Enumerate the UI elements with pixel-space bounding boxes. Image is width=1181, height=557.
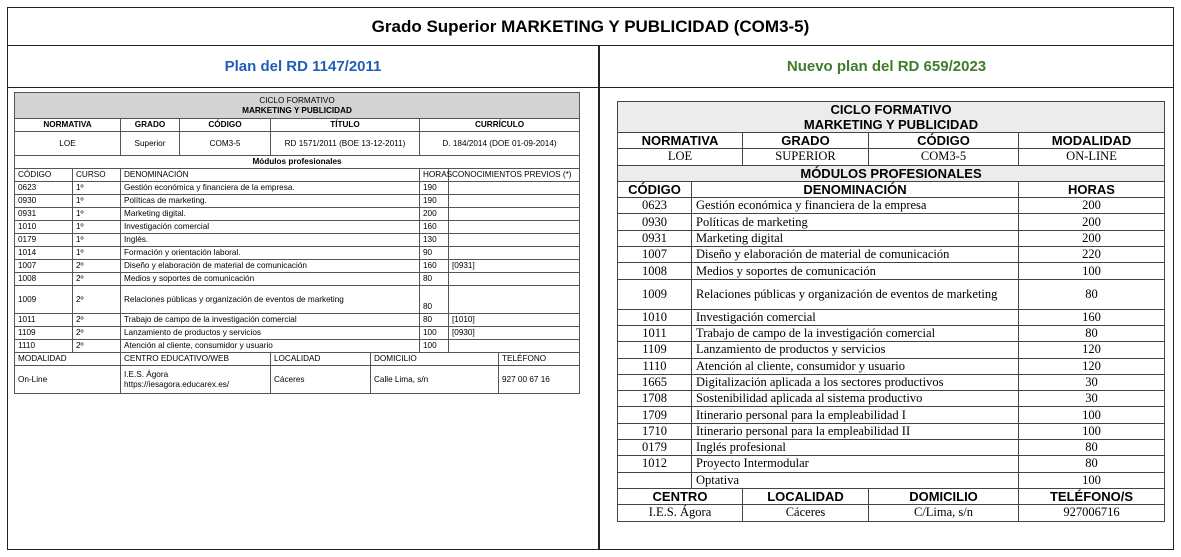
right-module-row [618,472,1165,488]
right-module-row [618,407,1165,423]
right-module-row [618,230,1165,246]
right-footer-localidad-header: LOCALIDAD [743,488,869,504]
right-module-codigo: 1710 [618,423,692,439]
left-module-previos [449,221,580,234]
right-module-codigo: 1110 [618,358,692,374]
right-module-denominacion: Itinerario personal para la empleabilidad II [692,423,1019,439]
right-module-codigo: 0931 [618,230,692,246]
right-module-denominacion: Optativa [692,472,1019,488]
right-module-horas: 160 [1019,309,1165,325]
right-module-row [618,342,1165,358]
left-module-curso: 2º [73,327,121,340]
left-module-previos: [0930] [449,327,580,340]
left-module-previos [449,247,580,260]
right-module-row [618,358,1165,374]
right-codigo-header: CÓDIGO [869,133,1019,149]
right-module-codigo: 1010 [618,309,692,325]
left-module-horas: 90 [420,247,449,260]
left-module-codigo: 0623 [15,182,73,195]
left-module-codigo: 0179 [15,234,73,247]
left-module-previos [449,273,580,286]
right-module-codigo: 0623 [618,198,692,214]
right-normativa-header: NORMATIVA [618,133,743,149]
left-modulos-label: Módulos profesionales [15,156,580,169]
left-module-codigo: 1014 [15,247,73,260]
right-footer-telefono-header: TELÉFONO/S [1019,488,1165,504]
left-module-previos [449,208,580,221]
right-module-row [618,263,1165,279]
right-module-denominacion: Digitalización aplicada a los sectores productivos [692,374,1019,390]
right-module-codigo [618,472,692,488]
left-module-codigo: 1008 [15,273,73,286]
right-plan-heading: Nuevo plan del RD 659/2023 [600,46,1173,88]
right-module-horas: 100 [1019,263,1165,279]
left-module-curso: 2º [73,340,121,353]
right-ciclo-name: MARKETING Y PUBLICIDAD [803,117,979,132]
right-footer-domicilio: C/Lima, s/n [869,505,1019,521]
right-module-row [618,374,1165,390]
right-module-horas: 200 [1019,198,1165,214]
left-module-codigo: 1007 [15,260,73,273]
left-module-denominacion: Marketing digital. [121,208,420,221]
left-module-denominacion: Gestión económica y financiera de la empresa. [121,182,420,195]
right-col-denominacion: DENOMINACIÓN [692,181,1019,197]
right-footer-localidad: Cáceres [743,505,869,521]
right-module-denominacion: Inglés profesional [692,440,1019,456]
right-ciclo-label: CICLO FORMATIVO [830,102,952,117]
left-module-curso: 2º [73,314,121,327]
left-footer-domicilio-header: DOMICILIO [371,353,499,366]
right-module-codigo: 1011 [618,325,692,341]
left-module-curso: 1º [73,247,121,260]
right-module-denominacion: Investigación comercial [692,309,1019,325]
left-footer-localidad-header: LOCALIDAD [271,353,371,366]
right-module-denominacion: Políticas de marketing [692,214,1019,230]
right-codigo-value: COM3-5 [869,149,1019,165]
left-module-horas: 130 [420,234,449,247]
right-modulos-label: MÓDULOS PROFESIONALES [618,165,1165,181]
right-footer-telefono: 927006716 [1019,505,1165,521]
left-module-row [15,208,580,221]
right-module-codigo: 0930 [618,214,692,230]
right-module-row [618,440,1165,456]
left-module-row [15,327,580,340]
left-module-horas: 200 [420,208,449,221]
left-module-previos: [1010] [449,314,580,327]
left-module-curso: 2º [73,260,121,273]
right-module-denominacion: Atención al cliente, consumidor y usuario [692,358,1019,374]
left-module-horas: 160 [420,221,449,234]
left-module-row [15,273,580,286]
left-footer-centro-header: CENTRO EDUCATIVO/WEB [121,353,271,366]
left-module-denominacion: Medios y soportes de comunicación [121,273,420,286]
left-module-horas: 80 [420,286,449,314]
left-codigo-header: CÓDIGO [180,119,271,132]
right-module-denominacion: Proyecto Intermodular [692,456,1019,472]
page-title: Grado Superior MARKETING Y PUBLICIDAD (COM3-5) [8,8,1173,46]
right-col-horas: HORAS [1019,181,1165,197]
right-module-horas: 80 [1019,279,1165,309]
left-footer-centro-name: I.E.S. Ágora [124,369,169,379]
left-footer-telefono: 927 00 67 16 [499,366,580,394]
left-module-row [15,260,580,273]
right-module-codigo: 0179 [618,440,692,456]
right-module-horas: 220 [1019,247,1165,263]
left-module-row [15,195,580,208]
right-module-denominacion: Itinerario personal para la empleabilidad I [692,407,1019,423]
right-module-horas: 120 [1019,342,1165,358]
left-module-curso: 2º [73,273,121,286]
left-footer-telefono-header: TELÉFONO [499,353,580,366]
right-module-codigo: 1109 [618,342,692,358]
left-module-codigo: 1110 [15,340,73,353]
left-titulo-header: TÍTULO [271,119,420,132]
left-footer-modalidad: On-Line [15,366,121,394]
left-ciclo-name: MARKETING Y PUBLICIDAD [242,105,352,115]
right-module-denominacion: Trabajo de campo de la investigación comercial [692,325,1019,341]
right-module-horas: 30 [1019,374,1165,390]
right-normativa-value: LOE [618,149,743,165]
right-module-horas: 120 [1019,358,1165,374]
left-module-previos [449,286,580,314]
right-module-horas: 80 [1019,456,1165,472]
left-module-codigo: 0930 [15,195,73,208]
right-footer-centro: I.E.S. Ágora [618,505,743,521]
left-module-row [15,221,580,234]
left-curriculo-value: D. 184/2014 (DOE 01-09-2014) [420,132,580,156]
left-module-curso: 1º [73,234,121,247]
left-module-previos [449,195,580,208]
left-module-row [15,247,580,260]
left-col-curso: CURSO [73,169,121,182]
left-module-previos [449,340,580,353]
left-module-denominacion: Lanzamiento de productos y servicios [121,327,420,340]
right-module-codigo: 1709 [618,407,692,423]
right-module-row [618,247,1165,263]
right-col-codigo: CÓDIGO [618,181,692,197]
right-module-row [618,214,1165,230]
left-col-horas: HORAS [420,169,449,182]
right-module-denominacion: Medios y soportes de comunicación [692,263,1019,279]
right-module-row [618,309,1165,325]
left-ciclo-label: CICLO FORMATIVO [259,95,335,105]
left-col-denominacion: DENOMINACIÓN [121,169,420,182]
left-module-denominacion: Atención al cliente, consumidor y usuario [121,340,420,353]
left-normativa-header: NORMATIVA [15,119,121,132]
right-module-denominacion: Sostenibilidad aplicada al sistema productivo [692,391,1019,407]
left-module-previos: [0931] [449,260,580,273]
right-module-denominacion: Gestión económica y financiera de la empresa [692,198,1019,214]
right-module-row [618,456,1165,472]
right-module-denominacion: Diseño y elaboración de material de comunicación [692,247,1019,263]
left-module-codigo: 1009 [15,286,73,314]
right-module-codigo: 1009 [618,279,692,309]
right-module-codigo: 1008 [618,263,692,279]
right-module-denominacion: Lanzamiento de productos y servicios [692,342,1019,358]
right-module-horas: 200 [1019,214,1165,230]
left-col-previos: CONOCIMIENTOS PREVIOS (*) [449,169,580,182]
right-modalidad-value: ON-LINE [1019,149,1165,165]
left-module-curso: 2º [73,286,121,314]
right-module-horas: 30 [1019,391,1165,407]
left-module-curso: 1º [73,182,121,195]
left-module-horas: 160 [420,260,449,273]
left-module-row [15,314,580,327]
left-col-codigo: CÓDIGO [15,169,73,182]
left-footer-centro [121,366,271,394]
right-module-horas: 100 [1019,423,1165,439]
left-footer-localidad: Cáceres [271,366,371,394]
left-module-previos [449,234,580,247]
right-module-row [618,391,1165,407]
left-normativa-value: LOE [15,132,121,156]
left-module-horas: 100 [420,327,449,340]
right-module-horas: 80 [1019,325,1165,341]
right-ciclo-header [618,102,1165,133]
left-module-previos [449,182,580,195]
right-module-horas: 100 [1019,407,1165,423]
left-module-denominacion: Relaciones públicas y organización de eventos de marketing [121,286,420,314]
column-divider [598,46,600,550]
left-module-horas: 190 [420,182,449,195]
right-grado-header: GRADO [743,133,869,149]
left-module-denominacion: Diseño y elaboración de material de comunicación [121,260,420,273]
left-plan-heading: Plan del RD 1147/2011 [8,46,598,88]
left-grado-value: Superior [121,132,180,156]
right-module-horas: 80 [1019,440,1165,456]
right-module-row [618,198,1165,214]
left-module-codigo: 1010 [15,221,73,234]
left-module-horas: 100 [420,340,449,353]
left-module-denominacion: Políticas de marketing. [121,195,420,208]
right-module-codigo: 1012 [618,456,692,472]
right-module-row [618,325,1165,341]
left-footer-domicilio: Calle Lima, s/n [371,366,499,394]
right-module-codigo: 1708 [618,391,692,407]
left-titulo-value: RD 1571/2011 (BOE 13-12-2011) [271,132,420,156]
left-module-denominacion: Trabajo de campo de la investigación comercial [121,314,420,327]
right-module-denominacion: Relaciones públicas y organización de eventos de marketing [692,279,1019,309]
left-module-row [15,234,580,247]
left-module-horas: 80 [420,314,449,327]
right-grado-value: SUPERIOR [743,149,869,165]
left-curriculo-header: CURRÍCULO [420,119,580,132]
right-footer-centro-header: CENTRO [618,488,743,504]
left-module-denominacion: Inglés. [121,234,420,247]
left-grado-header: GRADO [121,119,180,132]
left-module-codigo: 0931 [15,208,73,221]
new-plan-table [617,101,1165,522]
right-module-row [618,423,1165,439]
left-codigo-value: COM3-5 [180,132,271,156]
left-module-row [15,286,580,314]
left-module-horas: 190 [420,195,449,208]
left-footer-modalidad-header: MODALIDAD [15,353,121,366]
left-module-denominacion: Formación y orientación laboral. [121,247,420,260]
left-module-codigo: 1011 [15,314,73,327]
left-module-denominacion: Investigación comercial [121,221,420,234]
right-module-codigo: 1007 [618,247,692,263]
left-module-curso: 1º [73,221,121,234]
right-module-codigo: 1665 [618,374,692,390]
right-module-horas: 100 [1019,472,1165,488]
right-module-row [618,279,1165,309]
left-module-curso: 1º [73,208,121,221]
right-footer-domicilio-header: DOMICILIO [869,488,1019,504]
right-module-denominacion: Marketing digital [692,230,1019,246]
left-module-curso: 1º [73,195,121,208]
right-module-horas: 200 [1019,230,1165,246]
left-footer-web-link[interactable]: https://iesagora.educarex.es/ [124,379,230,389]
left-module-row [15,340,580,353]
left-ciclo-header [15,93,580,119]
left-module-row [15,182,580,195]
old-plan-table [14,92,580,394]
right-modalidad-header: MODALIDAD [1019,133,1165,149]
left-module-codigo: 1109 [15,327,73,340]
left-module-horas: 80 [420,273,449,286]
